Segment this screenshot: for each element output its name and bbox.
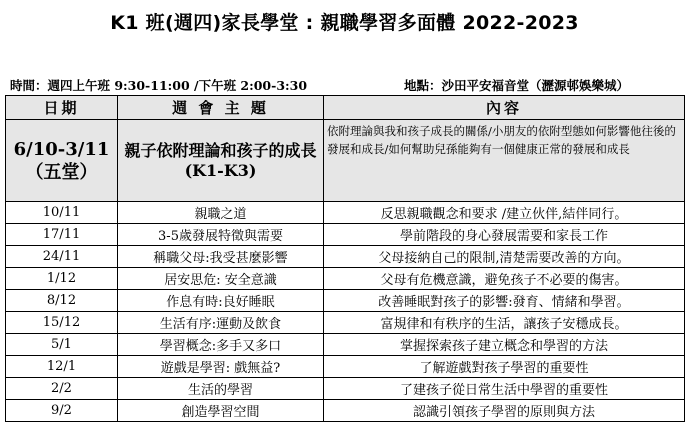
table-row xyxy=(6,246,685,268)
row-date: 5/1 xyxy=(6,334,118,356)
term-date-range: 6/10-3/11 xyxy=(13,138,110,160)
row-theme: 創造學習空間 xyxy=(118,400,324,422)
table-row xyxy=(6,202,685,224)
row-theme: 學習概念:多手又多口 xyxy=(118,334,324,356)
term-session-count: （五堂） xyxy=(25,161,98,183)
table-row xyxy=(6,400,685,422)
term-date-cell xyxy=(6,120,118,202)
row-theme: 作息有時:良好睡眠 xyxy=(118,290,324,312)
place-info: 地點：沙田平安福音堂（瀝源邨娛樂城） xyxy=(404,78,630,93)
row-content: 父母有危機意識，避免孩子不必要的傷害。 xyxy=(324,268,685,290)
row-date: 24/11 xyxy=(6,246,118,268)
row-content: 學前階段的身心發展需要和家長工作 xyxy=(324,224,685,246)
row-content: 改善睡眠對孩子的影響:發育、情緒和學習。 xyxy=(324,290,685,312)
row-theme: 生活有序:運動及飲食 xyxy=(118,312,324,334)
row-content: 掌握探索孩子建立概念和學習的方法 xyxy=(324,334,685,356)
row-date: 1/12 xyxy=(6,268,118,290)
table-row xyxy=(6,224,685,246)
table-row xyxy=(6,356,685,378)
row-content: 了建孩子從日常生活中學習的重要性 xyxy=(324,378,685,400)
row-content: 了解遊戲對孩子學習的重要性 xyxy=(324,356,685,378)
row-content: 富規律和有秩序的生活，讓孩子安穩成長。 xyxy=(324,312,685,334)
term-content: 依附理論與我和孩子成長的關係/小朋友的依附型態如何影響他往後的發展和成長/如何幫助兒孫能夠有一個健康正常的發展和成長 xyxy=(324,120,685,202)
table-row xyxy=(6,312,685,334)
row-theme: 居安思危: 安全意識 xyxy=(118,268,324,290)
schedule-table xyxy=(5,95,685,422)
table-row xyxy=(6,290,685,312)
row-theme: 3-5歲發展特徵與需要 xyxy=(118,224,324,246)
time-info: 時間：週四上午班 9:30-11:00 /下午班 2:00-3:30 xyxy=(10,78,308,93)
row-theme: 稱職父母:我受甚麼影響 xyxy=(118,246,324,268)
row-date: 2/2 xyxy=(6,378,118,400)
row-date: 9/2 xyxy=(6,400,118,422)
row-date: 10/11 xyxy=(6,202,118,224)
row-content: 認識引領孩子學習的原則與方法 xyxy=(324,400,685,422)
row-date: 15/12 xyxy=(6,312,118,334)
row-content: 父母接納自己的限制,清楚需要改善的方向。 xyxy=(324,246,685,268)
session-info xyxy=(10,76,682,94)
page-title: K1 班(週四)家長學堂 : 親職學習多面體 2022-2023 xyxy=(110,12,579,34)
row-theme: 遊戲是學習: 戲無益? xyxy=(118,356,324,378)
table-row xyxy=(6,378,685,400)
term-theme: 親子依附理論和孩子的成長(K1-K3) xyxy=(118,120,324,202)
header-theme: 週 會 主 題 xyxy=(118,96,324,120)
row-content: 反思親職觀念和要求 /建立伙伴,結伴同行。 xyxy=(324,202,685,224)
row-date: 12/1 xyxy=(6,356,118,378)
table-row xyxy=(6,334,685,356)
row-theme: 生活的學習 xyxy=(118,378,324,400)
table-row xyxy=(6,268,685,290)
row-date: 8/12 xyxy=(6,290,118,312)
term-row xyxy=(6,120,685,202)
header-content: 內容 xyxy=(324,96,685,120)
row-date: 17/11 xyxy=(6,224,118,246)
row-theme: 親職之道 xyxy=(118,202,324,224)
table-header-row xyxy=(6,96,685,120)
header-date: 日期 xyxy=(6,96,118,120)
